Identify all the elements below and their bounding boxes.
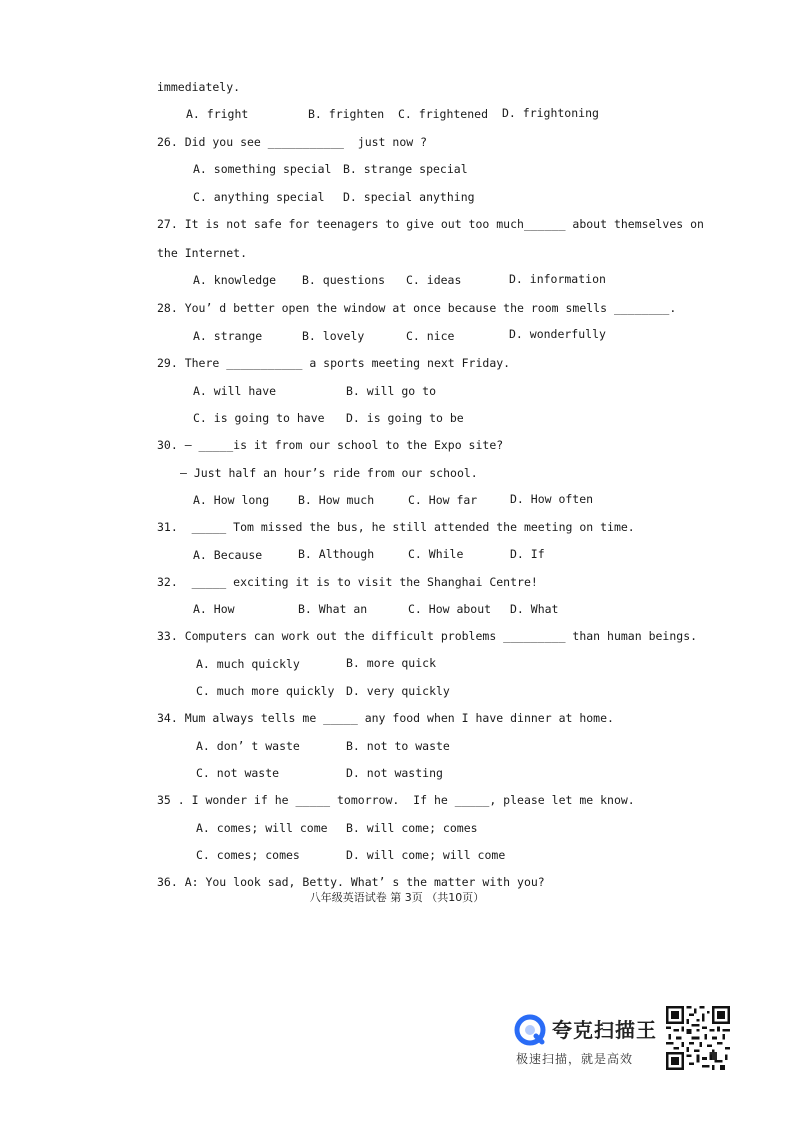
option-d: D. will come; will come: [346, 848, 506, 862]
q26-stem: 26. Did you see ___________ just now ?: [157, 135, 428, 149]
option-b: B. will go to: [346, 384, 437, 398]
qr-code-icon: [666, 1006, 730, 1070]
option-b: B. questions: [302, 273, 386, 287]
option-c: C. comes; comes: [196, 848, 300, 862]
quark-logo-icon: [514, 1014, 546, 1046]
q30-stem: 30. — _____is it from our school to the Expo site?: [157, 438, 504, 452]
option-c: C. not waste: [196, 766, 280, 780]
brand-name: 夸克扫描王: [552, 1018, 657, 1042]
option-c: C. While: [408, 547, 464, 561]
option-a: A. something special: [193, 162, 332, 176]
q31-stem: 31. _____ Tom missed the bus, he still attended the meeting on time.: [157, 520, 635, 534]
option-d: D. very quickly: [346, 684, 450, 698]
option-c: C. frightened: [398, 107, 489, 121]
option-a: A. Because: [193, 548, 263, 562]
q29-stem: 29. There ___________ a sports meeting next Friday.: [157, 356, 511, 370]
option-a: A. How: [193, 602, 235, 616]
option-d: D. information: [509, 272, 606, 286]
option-a: A. knowledge: [193, 273, 277, 287]
q27-stem-cont: the Internet.: [157, 246, 248, 260]
brand-slogan: 极速扫描，就是高效: [516, 1052, 634, 1066]
option-d: D. is going to be: [346, 411, 464, 425]
option-c: C. How about: [408, 602, 492, 616]
option-c: C. much more quickly: [196, 684, 335, 698]
option-a: A. fright: [186, 107, 249, 121]
option-d: D. wonderfully: [509, 327, 606, 341]
option-b: B. frighten: [308, 107, 385, 121]
option-c: C. How far: [408, 493, 478, 507]
q30-reply: — Just half an hour’s ride from our school.: [180, 466, 478, 480]
option-c: C. ideas: [406, 273, 462, 287]
q27-stem: 27. It is not safe for teenagers to give out too much______ about themselves on: [157, 217, 704, 231]
option-d: D. special anything: [343, 190, 475, 204]
option-d: D. How often: [510, 492, 594, 506]
option-b: B. What an: [298, 602, 368, 616]
option-d: D. not wasting: [346, 766, 443, 780]
scanner-watermark: [514, 1010, 664, 1070]
option-a: A. comes; will come: [196, 821, 328, 835]
q35-stem: 35 . I wonder if he _____ tomorrow. If he _____, please let me know.: [157, 793, 635, 807]
option-a: A. don’ t waste: [196, 739, 300, 753]
option-b: B. lovely: [302, 329, 365, 343]
option-b: B. not to waste: [346, 739, 450, 753]
option-d: D. If: [510, 547, 545, 561]
option-b: B. Although: [298, 547, 375, 561]
q28-stem: 28. You’ d better open the window at once because the room smells ________.: [157, 301, 677, 315]
option-b: B. How much: [298, 493, 375, 507]
option-d: D. frightoning: [502, 106, 599, 120]
q34-stem: 34. Mum always tells me _____ any food when I have dinner at home.: [157, 711, 614, 725]
page-footer: 八年级英语试卷 第 3页 （共10页）: [309, 891, 485, 904]
option-c: C. anything special: [193, 190, 325, 204]
q36-stem: 36. A: You look sad, Betty. What’ s the matter with you?: [157, 875, 545, 889]
q25-continuation: immediately.: [157, 80, 241, 94]
q33-stem: 33. Computers can work out the difficult problems _________ than human beings.: [157, 629, 698, 643]
option-c: C. is going to have: [193, 411, 325, 425]
option-b: B. strange special: [343, 162, 468, 176]
option-a: A. will have: [193, 384, 277, 398]
option-a: A. much quickly: [196, 657, 300, 671]
option-a: A. strange: [193, 329, 263, 343]
option-b: B. more quick: [346, 656, 437, 670]
option-c: C. nice: [406, 329, 455, 343]
option-b: B. will come; comes: [346, 821, 478, 835]
option-d: D. What: [510, 602, 559, 616]
option-a: A. How long: [193, 493, 270, 507]
q32-stem: 32. _____ exciting it is to visit the Shanghai Centre!: [157, 575, 538, 589]
